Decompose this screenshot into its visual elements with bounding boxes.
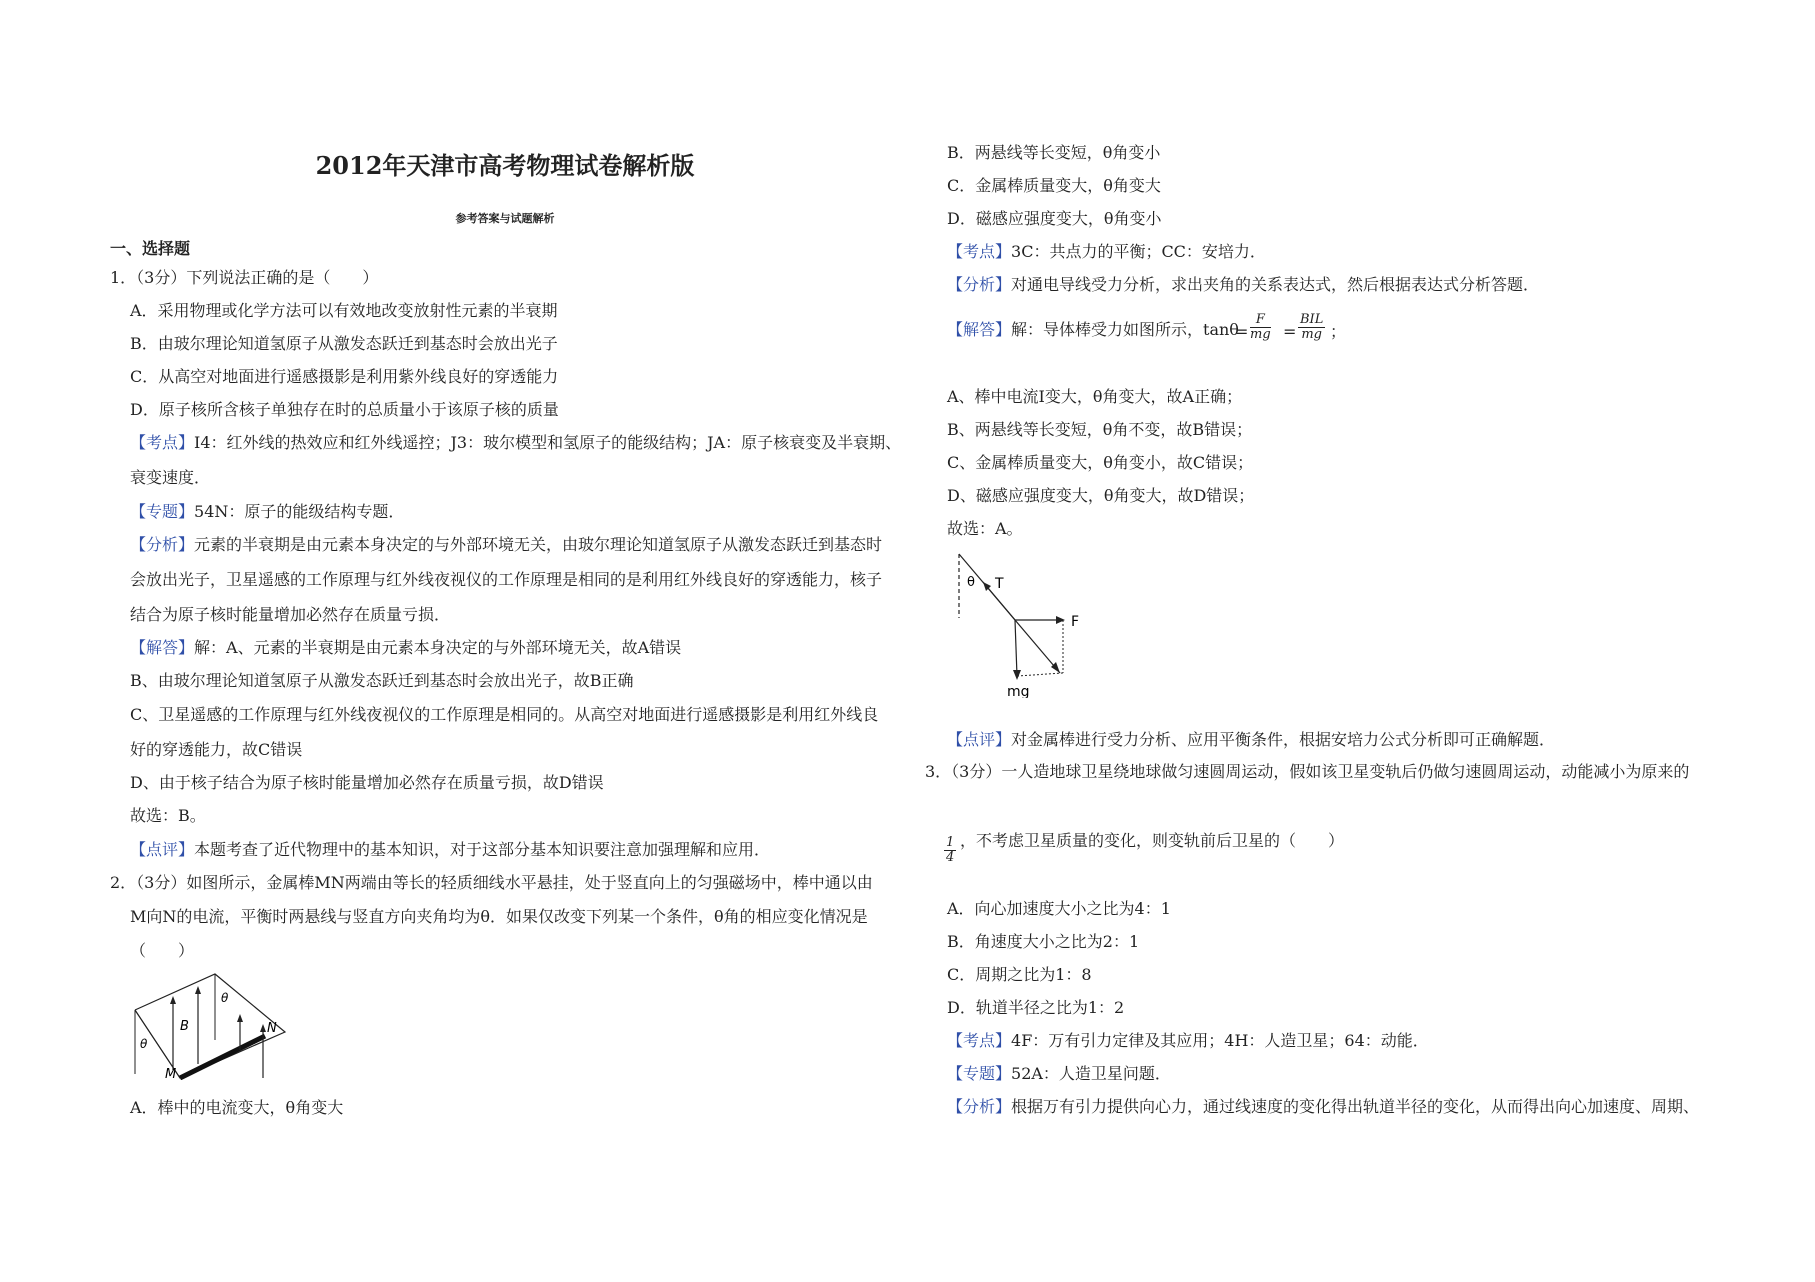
tag-zhuanti: 【专题】	[130, 502, 195, 521]
q1-jieda-c: C、卫星遥感的工作原理与红外线夜视仪的工作原理是相同的。从高空对地面进行遥感摄影是利用红外线良	[130, 705, 879, 724]
q1-stem: 1．（3分）下列说法正确的是（ ）	[110, 268, 379, 287]
q1-jieda-b: B、由玻尔理论知道氢原子从激发态跃迁到基态时会放出光子，故B正确	[130, 671, 634, 690]
q3-option-a: A．向心加速度大小之比为4：1	[947, 899, 1171, 918]
q2-kaodian: 【考点】3C：共点力的平衡；CC：安培力．	[947, 242, 1266, 261]
q1-jieda-c-cont: 好的穿透能力，故C错误	[130, 740, 303, 759]
q2-option-b: B．两悬线等长变短，θ角变小	[947, 143, 1161, 162]
tag-zhuanti: 【专题】	[947, 1064, 1012, 1083]
q2-stem-cont: M向N的电流，平衡时两悬线与竖直方向夹角均为θ．如果仅改变下列某一个条件，θ角的相应变化情况是	[130, 907, 868, 926]
q2-option-d: D．磁感应强度变大，θ角变小	[947, 209, 1162, 228]
fraction-numerator: 1	[946, 835, 955, 850]
q3-stem: 3．（3分）一人造地球卫星绕地球做匀速圆周运动，假如该卫星变轨后仍做匀速圆周运动，动能减小为原来的	[925, 762, 1690, 781]
q1-fenxi: 【分析】元素的半衰期是由元素本身决定的与外部环境无关，由玻尔理论知道氢原子从激发态跃迁到基态时	[130, 535, 883, 554]
fig1-label-n: N	[267, 1021, 277, 1036]
q2-option-c: C．金属棒质量变大，θ角变大	[947, 176, 1161, 195]
figure-force-diagram	[945, 548, 1095, 698]
tag-dianping: 【点评】	[130, 840, 195, 859]
q2-answer: 故选：A。	[947, 519, 1023, 538]
formula-eq-1: =	[1235, 322, 1249, 341]
fig2-label-mg: mg	[1007, 684, 1030, 698]
document-title: 2012年天津市高考物理试卷解析版	[315, 151, 695, 180]
q3-stem-cont: ，不考虑卫星质量的变化，则变轨前后卫星的（ ）	[960, 831, 1345, 850]
tag-dianping: 【点评】	[947, 730, 1012, 749]
figure-suspended-rod	[125, 970, 295, 1080]
q3-kaodian: 【考点】4F：万有引力定律及其应用；4H：人造卫星；64：动能．	[947, 1031, 1429, 1050]
section-heading: 一、选择题	[110, 239, 191, 258]
tag-kaodian: 【考点】	[947, 1031, 1012, 1050]
tag-fenxi: 【分析】	[947, 1097, 1012, 1116]
q2-option-a: A．棒中的电流变大，θ角变大	[130, 1098, 344, 1117]
q2-jieda-d: D、磁感应强度变大，θ角变大，故D错误；	[947, 486, 1255, 505]
fraction-denominator: 4	[946, 850, 955, 865]
q1-fenxi-cont1: 会放出光子，卫星遥感的工作原理与红外线夜视仪的工作原理是相同的是利用红外线良好的穿透能力，核子	[130, 570, 883, 589]
fraction-denominator: mg	[1250, 327, 1271, 342]
q1-option-d: D．原子核所含核子单独存在时的总质量小于该原子核的质量	[130, 400, 559, 419]
formula-eq-2: =	[1283, 322, 1297, 341]
fraction-numerator: BIL	[1300, 312, 1324, 327]
q1-zhuanti: 【专题】54N：原子的能级结构专题．	[130, 502, 405, 521]
q2-fenxi: 【分析】对通电导线受力分析，求出夹角的关系表达式，然后根据表达式分析答题．	[947, 275, 1540, 294]
q3-fenxi: 【分析】根据万有引力提供向心力，通过线速度的变化得出轨道半径的变化，从而得出向心加速度、周期、	[947, 1097, 1700, 1116]
q2-jieda: 【解答】解：导体棒受力如图所示，tanθ	[947, 320, 1239, 339]
q2-stem-paren: （ ）	[130, 941, 195, 960]
document-subtitle: 参考答案与试题解析	[455, 212, 555, 225]
q3-fraction-quarter	[944, 836, 956, 865]
q2-dianping: 【点评】对金属棒进行受力分析、应用平衡条件，根据安培力公式分析即可正确解题．	[947, 730, 1556, 749]
fig2-label-t: T	[995, 576, 1004, 592]
fraction-denominator: mg	[1301, 327, 1322, 342]
tag-fenxi: 【分析】	[947, 275, 1012, 294]
tag-jieda: 【解答】	[130, 638, 195, 657]
fraction-numerator: F	[1250, 313, 1271, 328]
q1-fenxi-cont2: 结合为原子核时能量增加必然存在质量亏损．	[130, 605, 451, 624]
formula-tail: ；	[1330, 322, 1347, 341]
formula-fraction-bil-mg	[1298, 313, 1325, 342]
q1-dianping: 【点评】本题考查了近代物理中的基本知识，对于这部分基本知识要注意加强理解和应用．	[130, 840, 771, 859]
q1-jieda: 【解答】解：A、元素的半衰期是由元素本身决定的与外部环境无关，故A错误	[130, 638, 682, 657]
q2-jieda-b: B、两悬线等长变短，θ角不变，故B错误；	[947, 420, 1253, 439]
q1-option-b: B．由玻尔理论知道氢原子从激发态跃迁到基态时会放出光子	[130, 334, 558, 353]
q2-jieda-a: A、棒中电流I变大，θ角变大，故A正确；	[947, 387, 1243, 406]
q1-kaodian: 【考点】I4：红外线的热效应和红外线遥控；J3：玻尔模型和氢原子的能级结构；JA：原子核衰变及半衰期、	[130, 433, 902, 452]
q3-zhuanti: 【专题】52A：人造卫星问题．	[947, 1064, 1171, 1083]
q1-option-a: A．采用物理或化学方法可以有效地改变放射性元素的半衰期	[130, 301, 558, 320]
q3-option-d: D．轨道半径之比为1：2	[947, 998, 1125, 1017]
q1-option-c: C．从高空对地面进行遥感摄影是利用紫外线良好的穿透能力	[130, 367, 559, 386]
tag-fenxi: 【分析】	[130, 535, 195, 554]
fig1-label-m: M	[165, 1067, 177, 1080]
q3-option-b: B．角速度大小之比为2：1	[947, 932, 1140, 951]
fig1-label-theta-right: θ	[221, 991, 229, 1005]
fig2-label-theta: θ	[967, 575, 975, 590]
formula-fraction-f-mg	[1250, 313, 1271, 342]
q1-kaodian-cont: 衰变速度．	[130, 468, 211, 487]
q1-answer: 故选：B。	[130, 806, 206, 825]
q2-stem: 2．（3分）如图所示，金属棒MN两端由等长的轻质细线水平悬挂，处于竖直向上的匀强磁场中，棒中通以由	[110, 873, 873, 892]
q1-jieda-d: D、由于核子结合为原子核时能量增加必然存在质量亏损，故D错误	[130, 773, 604, 792]
tag-kaodian: 【考点】	[130, 433, 195, 452]
tag-kaodian: 【考点】	[947, 242, 1012, 261]
fig1-label-b: B	[180, 1019, 189, 1034]
tag-jieda: 【解答】	[947, 320, 1012, 339]
fig2-label-f: F	[1071, 614, 1080, 630]
q3-option-c: C．周期之比为1：8	[947, 965, 1092, 984]
fig1-label-theta-left: θ	[140, 1037, 148, 1051]
q2-jieda-c: C、金属棒质量变大，θ角变小，故C错误；	[947, 453, 1254, 472]
